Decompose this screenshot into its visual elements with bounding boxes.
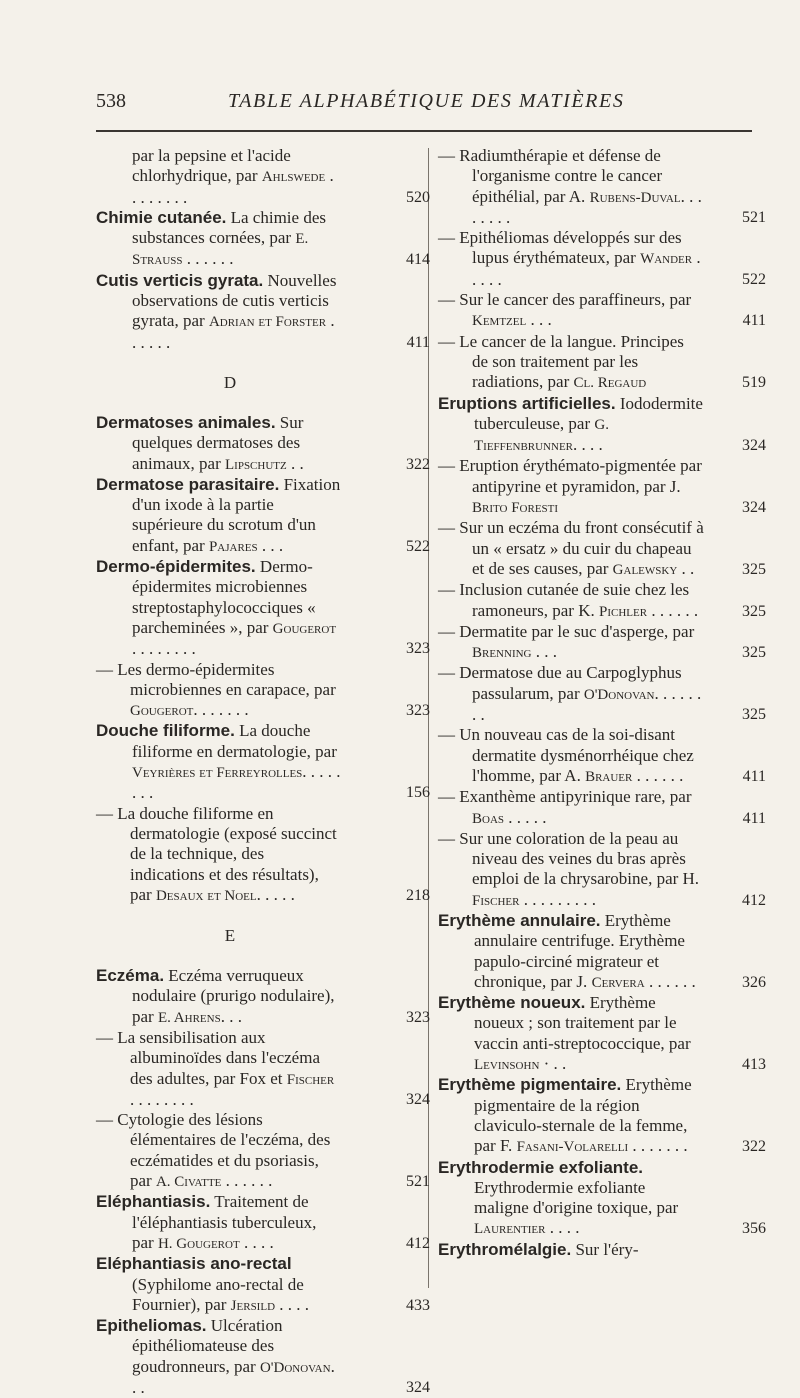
leader-dots: . . . . (275, 1294, 310, 1314)
entry-description: — Cytologie des lésions élémentaires de l'eczéma, des eczématides et du psoriasis, par (96, 1110, 331, 1191)
page-ref: 323 (406, 702, 430, 720)
page-ref: 324 (742, 437, 766, 455)
entry-author: Fasani-Volarelli (516, 1139, 629, 1156)
page-ref: 412 (406, 1234, 430, 1252)
index-entry (438, 1158, 766, 1240)
index-entry (96, 146, 430, 208)
entry-author: H. Gougerot (157, 1235, 240, 1252)
entry-description: — Epithéliomas développés sur des lupus érythémateux, par (438, 228, 682, 268)
entry-description: — Dermatose due au Carpoglyphus passularum, par (438, 663, 682, 703)
entry-heading: Eléphantiasis ano-rectal (96, 1254, 292, 1274)
entry-heading: Eléphantiasis. (96, 1192, 211, 1212)
index-entry (438, 518, 766, 580)
leader-dots: . . . . . (472, 248, 701, 289)
leader-dots: . . . . . . (644, 971, 696, 991)
entry-text (438, 290, 766, 332)
leader-dots: . . . . . (256, 884, 295, 904)
index-entry (438, 725, 766, 787)
entry-text (438, 456, 766, 518)
entry-text (96, 208, 404, 271)
entry-description: — Un nouveau cas de la soi-disant dermatite dysménorrhéique chez l'homme, par A. (438, 725, 694, 785)
page-ref: 323 (406, 1008, 430, 1026)
entry-description: Eczéma verruqueux nodulaire (prurigo nodulaire), par (132, 966, 335, 1026)
leader-dots: · . . (539, 1054, 567, 1074)
leader-dots: . . . . . . . . (130, 1089, 194, 1109)
entry-description: Dermo-épidermites microbiennes streptostaphylococciques « parcheminées », par (132, 557, 316, 637)
index-entry (96, 1254, 430, 1316)
index-entry (96, 207, 430, 271)
index-entry (438, 1075, 766, 1157)
page-ref: 519 (742, 374, 766, 392)
entry-heading: Dermatoses animales. (96, 412, 276, 432)
leader-dots: . . . . . . . (628, 1136, 688, 1156)
index-entry (438, 290, 766, 332)
entry-text (96, 1316, 404, 1398)
leader-dots: . . . . . . . . (132, 166, 334, 207)
entry-text (96, 1254, 404, 1316)
leader-dots: . . . (531, 642, 557, 662)
entry-author: Pajares (208, 538, 258, 555)
running-title: TABLE ALPHABÉTIQUE DES MATIÈRES (228, 90, 625, 112)
entry-author: Gougerot (130, 703, 194, 720)
entry-description: Sur quelques dermatoses des animaux, par (132, 412, 304, 473)
entry-text (438, 725, 766, 787)
entry-author: Brito Foresti (472, 500, 559, 517)
entry-text (96, 146, 404, 208)
leader-dots: . . (677, 558, 695, 578)
entry-heading: Douche filiforme. (96, 721, 235, 741)
entry-author: Adrian et Forster (208, 314, 327, 331)
page-ref: 411 (742, 809, 766, 827)
entry-heading: Chimie cutanée. (96, 207, 227, 227)
entry-author: Brauer (585, 768, 633, 785)
entry-text (438, 580, 766, 622)
page-header (96, 88, 752, 128)
leader-dots: . . . (257, 535, 284, 555)
entry-author: Kemtzel (472, 313, 527, 330)
page-ref: 326 (742, 973, 766, 991)
index-entry (438, 394, 766, 457)
entry-text (438, 787, 766, 829)
entry-description: Fixation d'un ixode à la partie supérieure du scrotum d'un enfant, par (132, 474, 341, 555)
index-entry (96, 557, 430, 659)
index-entry (438, 663, 766, 725)
page-ref: 413 (742, 1056, 766, 1074)
index-entry (438, 829, 766, 911)
page-ref: 521 (406, 1173, 430, 1191)
entry-author: Brenning (472, 645, 532, 662)
entry-author: Cl. Regaud (573, 375, 647, 392)
entry-description: Sur l'éry- (571, 1239, 639, 1259)
index-entry (438, 332, 766, 394)
entry-description: Iododermite tuberculeuse, par (474, 393, 703, 433)
page-ref: 325 (742, 560, 766, 578)
index-entry (96, 1192, 430, 1254)
page-ref: 323 (406, 640, 430, 658)
entry-description: — Sur une coloration de la peau au niveau des veines du bras après emploi de la chrysarobine, par H. (438, 828, 700, 889)
page-ref: 521 (742, 208, 766, 226)
entry-text (96, 721, 404, 803)
entry-text (96, 557, 404, 659)
entry-author: Fischer (472, 892, 520, 909)
page-ref: 322 (406, 455, 430, 473)
page-number: 538 (96, 90, 126, 112)
page-ref: 520 (406, 188, 430, 206)
index-entry (96, 803, 430, 906)
entry-text (438, 911, 766, 993)
entry-description: — Sur le cancer des paraffineurs, par (438, 290, 692, 310)
section-letter: E (224, 926, 236, 946)
leader-dots: . . . (526, 310, 552, 330)
entry-text (96, 475, 404, 557)
entry-description: — La douche filiforme en dermatologie (exposé succinct de la technique, des indications et des résultats), par (96, 803, 337, 904)
leader-dots: . . . . . (504, 807, 547, 827)
entry-text (438, 1240, 766, 1260)
index-entry (96, 412, 430, 475)
entry-description: Ulcération épithéliomateuse des goudronneurs, par (132, 1316, 283, 1376)
entry-author: E. Ahrens (157, 1009, 221, 1026)
index-entry (438, 911, 766, 993)
entry-author: Desaux et Noel (155, 887, 257, 904)
entry-author: Gougerot (272, 620, 337, 637)
entry-description: — Les dermo-épidermites microbiennes en carapace, par (96, 659, 336, 699)
index-entry (438, 580, 766, 622)
page-ref: 522 (742, 270, 766, 288)
entry-description: Erythème pigmentaire de la région claviculo-sternale de la femme, par F. (474, 1075, 692, 1156)
entry-text (96, 1110, 404, 1192)
entry-text (96, 660, 404, 722)
right-column (438, 146, 766, 1260)
entry-description: La douche filiforme en dermatologie, par (132, 721, 337, 761)
page-ref: 324 (406, 1090, 430, 1108)
leader-dots: . . . . . . (182, 249, 234, 269)
page-ref: 356 (742, 1220, 766, 1238)
entry-text (438, 146, 766, 228)
entry-text (96, 271, 404, 353)
entry-description: Traitement de l'éléphantiasis tuberculeux, par (132, 1192, 317, 1252)
entry-text (438, 663, 766, 725)
entry-description: — Eruption érythémato-pigmentée par antipyrine et pyramidon, par J. (438, 456, 702, 496)
entry-heading: Erythème pigmentaire. (438, 1075, 622, 1095)
entry-description: Nouvelles observations de cutis verticis gyrata, par (132, 270, 337, 331)
entry-author: Lipschutz (225, 456, 287, 473)
leader-dots: . . (286, 453, 304, 473)
entry-description: — Dermatite par le suc d'asperge, par (438, 621, 695, 641)
leader-dots: . . . . . . (132, 311, 335, 352)
leader-dots: . . . . . . . (193, 700, 249, 720)
index-entry (438, 622, 766, 664)
entry-heading: Eczéma. (96, 966, 165, 986)
entry-description: — Radiumthérapie et défense de l'organisme contre le cancer épithélial, par A. (438, 146, 663, 206)
entry-heading: Erythème noueux. (438, 993, 586, 1013)
entry-text (438, 993, 766, 1075)
header-rule (96, 130, 752, 132)
index-entry (96, 474, 430, 557)
entry-author: Galewsky (612, 561, 678, 578)
entry-text (96, 413, 404, 475)
page-ref: 412 (742, 891, 766, 909)
index-entry (96, 1027, 430, 1110)
entry-description: — Inclusion cutanée de suie chez les ramoneurs, par K. (438, 580, 690, 620)
index-entry (96, 966, 430, 1028)
entry-description: — Exanthème antipyrinique rare, par (438, 787, 692, 807)
index-entry (438, 787, 766, 829)
leader-dots: . . . . . . . . (472, 683, 702, 725)
leader-dots: . . . . . . (647, 600, 699, 620)
page-ref: 218 (406, 886, 430, 904)
left-column (96, 146, 430, 1398)
entry-heading: Erythrodermie exfoliante. (438, 1157, 644, 1177)
entry-heading: Erythème annulaire. (438, 910, 601, 930)
leader-dots: . . . . . . . . (132, 639, 196, 659)
entry-text (96, 1028, 404, 1110)
entry-description: — Sur un eczéma du front consécutif à un « ersatz » du cuir du chapeau et de ses causes, par (438, 518, 704, 578)
leader-dots: . . . . . . (221, 1171, 273, 1191)
entry-author: A. Civatte (155, 1174, 222, 1191)
index-entry (438, 456, 766, 518)
entry-text (438, 332, 766, 394)
page-ref: 324 (406, 1379, 430, 1397)
entry-author: Wander (640, 251, 693, 268)
index-entry (96, 270, 430, 353)
entry-text (438, 518, 766, 580)
entry-heading: Eruptions artificielles. (438, 393, 616, 413)
section-letter: D (223, 372, 237, 392)
entry-author: Levinsohn (474, 1057, 540, 1074)
index-entry (96, 721, 430, 803)
entry-text (438, 1158, 766, 1240)
leader-dots: . . . . . . . . . (519, 889, 596, 909)
entry-heading: Dermatose parasitaire. (96, 474, 280, 494)
index-entry (96, 659, 430, 722)
page-ref: 411 (742, 767, 766, 785)
entry-author: O'Donovan (259, 1359, 331, 1376)
index-entry (438, 993, 766, 1075)
leader-dots: . . . . . . . . (472, 186, 702, 227)
entry-text (438, 829, 766, 911)
page-ref: 156 (406, 784, 430, 802)
page-ref: 411 (406, 333, 430, 351)
leader-dots: . . . . . . . . (132, 762, 341, 803)
entry-description: (Syphilome ano-rectal de Fournier), par (132, 1274, 304, 1314)
index-entry (438, 146, 766, 228)
entry-heading: Dermo-épidermites. (96, 557, 256, 577)
leader-dots: . . . (132, 1356, 335, 1398)
entry-text (438, 228, 766, 290)
index-entry (438, 228, 766, 290)
leader-dots: . . . (220, 1006, 242, 1026)
leader-dots: . . . . (545, 1218, 580, 1238)
entry-text (96, 1192, 404, 1254)
page-ref: 325 (742, 602, 766, 620)
entry-description: par la pepsine et l'acide chlorhydrique, par (132, 146, 291, 186)
entry-description: — La sensibilisation aux albuminoïdes dans l'eczéma des adultes, par Fox et (96, 1027, 320, 1088)
entry-author: Fischer (286, 1071, 335, 1088)
leader-dots: . . . . (239, 1232, 274, 1252)
page-ref: 325 (742, 706, 766, 724)
entry-author: Cervera (591, 974, 645, 991)
page-ref: 322 (742, 1138, 766, 1156)
entry-description: Erythrodermie exfoliante maligne d'origine toxique, par (474, 1177, 679, 1218)
entry-author: Ahlswede (261, 169, 326, 186)
page-ref: 324 (742, 499, 766, 517)
entry-heading: Cutis verticis gyrata. (96, 270, 264, 290)
entry-text (438, 394, 766, 457)
index-entry (96, 1110, 430, 1192)
leader-dots: . . . . (573, 435, 603, 455)
entry-author: Jersild (230, 1297, 276, 1314)
entry-text (438, 1075, 766, 1157)
entry-author: O'Donovan (583, 686, 655, 703)
page-ref: 411 (742, 312, 766, 330)
entry-author: Rubens-Duval (589, 189, 681, 206)
entry-text (96, 804, 404, 906)
entry-text (96, 966, 404, 1028)
entry-author: Veyrières et Ferreyrolles (132, 765, 303, 782)
page-ref: 522 (406, 537, 430, 555)
leader-dots: . . . . . . (632, 765, 684, 785)
entry-author: G. Tieffenbrunner (474, 416, 609, 455)
entry-heading: Epitheliomas. (96, 1316, 207, 1336)
entry-description: — Le cancer de la langue. Principes de son traitement par les radiations, par (438, 331, 684, 392)
page-ref: 414 (406, 251, 430, 269)
entry-author: Laurentier (474, 1221, 546, 1238)
entry-author: Boas (472, 810, 505, 827)
index-entry (96, 1316, 430, 1398)
page-ref: 325 (742, 644, 766, 662)
entry-author: E. Strauss (132, 231, 309, 269)
entry-heading: Erythromélalgie. (438, 1239, 572, 1259)
entry-description: Erythème annulaire centrifuge. Erythème papulo-circiné migrateur et chronique, par J. (474, 910, 685, 991)
entry-text (438, 622, 766, 664)
entry-author: Pichler (599, 603, 648, 620)
entry-description: Erythème noueux ; son traitement par le vaccin anti-streptococcique, par (474, 993, 691, 1053)
page-ref: 433 (406, 1296, 430, 1314)
index-entry (438, 1240, 766, 1260)
entry-description: La chimie des substances cornées, par (132, 207, 326, 248)
